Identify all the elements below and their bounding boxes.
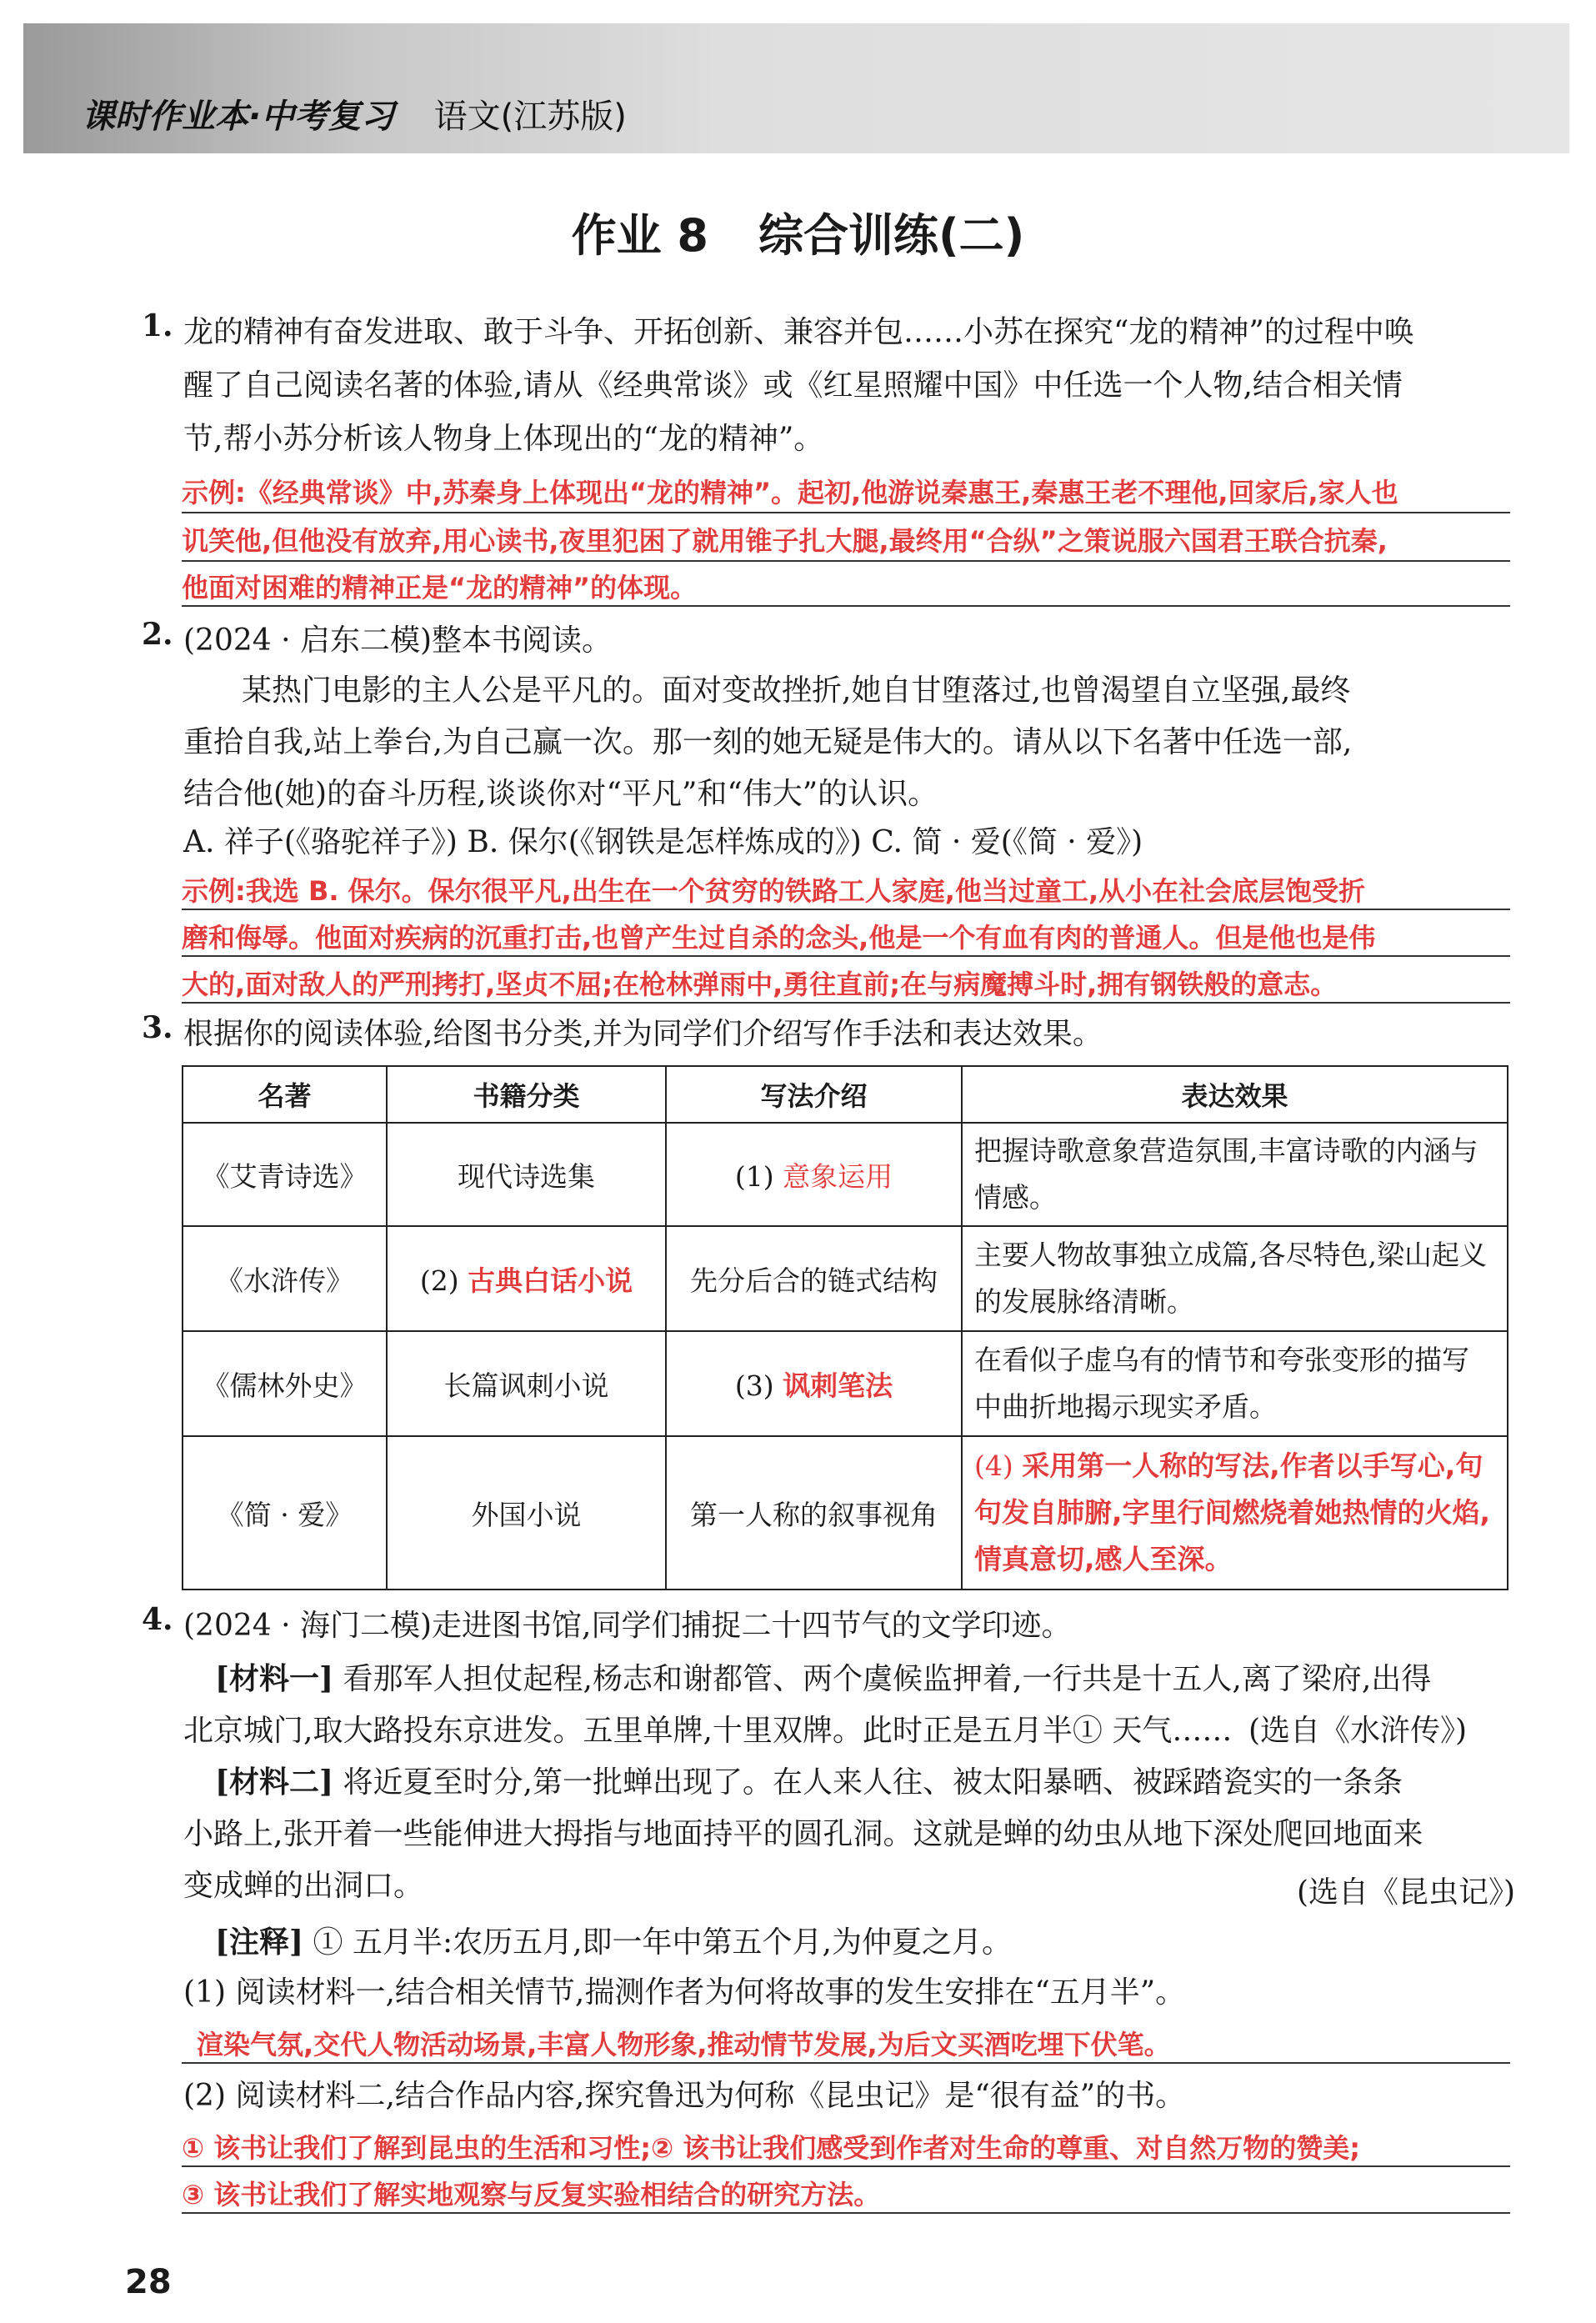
- q2-answer-line-2: 磨和侮辱。他面对疾病的沉重打击,也曾产生过自杀的念头,他是一个有血有肉的普通人。但是他也是伟: [182, 922, 1376, 954]
- page-number: 28: [125, 2263, 172, 2301]
- blank-number: (3): [734, 1369, 774, 1402]
- q2-line-1: 某热门电影的主人公是平凡的。面对变故挫折,她自甘堕落过,也曾渴望自立坚强,最终: [242, 673, 1351, 708]
- category-cell: [387, 1226, 666, 1331]
- table-header-cell: 书籍分类: [387, 1066, 666, 1123]
- table-row: [183, 1226, 1508, 1331]
- q4-answer-2-line-1: ① 该书让我们了解到昆虫的生活和习性;② 该书让我们感受到作者对生命的尊重、对自然万物的赞美;: [182, 2132, 1361, 2164]
- q4-number: 4.: [142, 1602, 173, 1637]
- q2-intro: (2024 · 启东二模)整本书阅读。: [183, 623, 613, 658]
- q4-intro: (2024 · 海门二模)走进图书馆,同学们捕捉二十四节气的文学印迹。: [183, 1609, 1072, 1643]
- blank-number: (1): [734, 1159, 774, 1193]
- method-cell: [666, 1123, 962, 1226]
- q2-answer-line-3: 大的,面对敌人的严刑拷打,坚贞不屈;在枪林弹雨中,勇往直前;在与病魔搏斗时,拥有钢铁般的意志。: [182, 969, 1338, 1000]
- title-number: 作业 8: [571, 209, 708, 262]
- effect-cell: 主要人物故事独立成篇,各尽特色,梁山起义的发展脉络清晰。: [962, 1226, 1508, 1331]
- material-2-line-1: [215, 1759, 1403, 1801]
- answer-rule: [182, 955, 1510, 957]
- answer-rule: [182, 605, 1510, 607]
- material-1-line-1: [215, 1655, 1431, 1698]
- q1-answer-line-3: 他面对困难的精神正是“龙的精神”的体现。: [182, 572, 698, 603]
- q3-number: 3.: [142, 1010, 173, 1045]
- material-1-source: (选自《水浒传》): [1248, 1714, 1468, 1748]
- table-row: [183, 1331, 1508, 1436]
- answer-fill: 古典白话小说: [468, 1264, 633, 1297]
- header-title: [82, 90, 627, 138]
- table-row: [183, 1436, 1508, 1590]
- q4-answer-1: 渲染气氛,交代人物活动场景,丰富人物形象,推动情节发展,为后文买酒吃埋下伏笔。: [197, 2029, 1171, 2060]
- answer-fill: 讽刺笔法: [783, 1369, 893, 1402]
- answer-rule: [182, 560, 1510, 562]
- table-header-row: [183, 1066, 1508, 1123]
- answer-rule: [182, 2212, 1510, 2214]
- q1-line-2: 醒了自己阅读名著的体验,请从《经典常谈》或《红星照耀中国》中任选一个人物,结合相关情: [183, 368, 1403, 403]
- method-cell: [666, 1331, 962, 1436]
- answer-rule: [182, 512, 1510, 513]
- effect-cell: [962, 1436, 1508, 1590]
- q1-answer-line-2: 讥笑他,但他没有放弃,用心读书,夜里犯困了就用锥子扎大腿,最终用“合纵”之策说服六国君王联合抗秦,: [182, 525, 1388, 557]
- q2-options: A. 祥子(《骆驼祥子》) B. 保尔(《钢铁是怎样炼成的》) C. 简 · 爱(《简 · 爱》): [183, 825, 1143, 859]
- table-header-cell: 表达效果: [962, 1066, 1508, 1123]
- note-line: [215, 1919, 1012, 1961]
- material-2-line-3: 变成蝉的出洞口。: [183, 1869, 424, 1903]
- header-series: 课时作业本·中考复习: [82, 98, 395, 136]
- blank-number: (4): [974, 1449, 1013, 1482]
- header-subject: 语文(江苏版): [433, 98, 627, 136]
- answer-rule: [182, 2062, 1510, 2064]
- effect-cell: 把握诗歌意象营造氛围,丰富诗歌的内涵与情感。: [962, 1123, 1508, 1226]
- q4-sub-2: (2) 阅读材料二,结合作品内容,探究鲁迅为何称《昆虫记》是“很有益”的书。: [183, 2079, 1186, 2113]
- book-cell: 《儒林外史》: [183, 1331, 387, 1436]
- effect-cell: 在看似子虚乌有的情节和夸张变形的描写中曲折地揭示现实矛盾。: [962, 1331, 1508, 1436]
- q2-line-2: 重拾自我,站上拳台,为自己赢一次。那一刻的她无疑是伟大的。请从以下名著中任选一部,: [183, 725, 1353, 759]
- material-1-label: [材料一]: [215, 1661, 334, 1696]
- q1-answer-line-1: 示例:《经典常谈》中,苏秦身上体现出“龙的精神”。起初,他游说秦惠王,秦惠王老不理他,回家后,家人也: [182, 477, 1398, 508]
- answer-fill: 意象运用: [783, 1159, 893, 1193]
- material-2-text: 将近夏至时分,第一批蝉出现了。在人来人往、被太阳暴晒、被踩踏瓷实的一条条: [343, 1765, 1403, 1800]
- page-title: [0, 200, 1596, 264]
- q4-sub-1: (1) 阅读材料一,结合相关情节,揣测作者为何将故事的发生安排在“五月半”。: [183, 1975, 1186, 2010]
- table-header-cell: 名著: [183, 1066, 387, 1123]
- q4-answer-2-line-2: ③ 该书让我们了解实地观察与反复实验相结合的研究方法。: [182, 2179, 881, 2210]
- book-cell: 《简 · 爱》: [183, 1436, 387, 1590]
- category-cell: 外国小说: [387, 1436, 666, 1590]
- book-cell: 《水浒传》: [183, 1226, 387, 1331]
- material-2-label: [材料二]: [215, 1765, 334, 1800]
- method-cell: 第一人称的叙事视角: [666, 1436, 962, 1590]
- note-label: [注释]: [215, 1925, 304, 1960]
- blank-number: (2): [419, 1264, 459, 1297]
- q1-number: 1.: [142, 308, 173, 343]
- answer-fill: 采用第一人称的写法,作者以手写心,句句发自肺腑,字里行间燃烧着她热情的火焰,情真意切,感人至深。: [974, 1449, 1491, 1575]
- table-row: [183, 1123, 1508, 1226]
- book-classification-table: [182, 1065, 1508, 1590]
- material-1-line-2: 北京城门,取大路投东京进发。五里单牌,十里双牌。此时正是五月半① 天气……: [183, 1714, 1233, 1748]
- method-cell: 先分后合的链式结构: [666, 1226, 962, 1331]
- q1-line-1: 龙的精神有奋发进取、敢于斗争、开拓创新、兼容并包……小苏在探究“龙的精神”的过程中唤: [183, 315, 1414, 349]
- answer-rule: [182, 2165, 1510, 2167]
- material-1-text: 看那军人担仗起程,杨志和谢都管、两个虞候监押着,一行共是十五人,离了梁府,出得: [343, 1662, 1432, 1696]
- book-cell: 《艾青诗选》: [183, 1123, 387, 1226]
- table-header-cell: 写法介绍: [666, 1066, 962, 1123]
- q3-text: 根据你的阅读体验,给图书分类,并为同学们介绍写作手法和表达效果。: [183, 1017, 1103, 1051]
- answer-rule: [182, 909, 1510, 910]
- material-2-source: (选自《昆虫记》): [1297, 1875, 1516, 1910]
- q2-number: 2.: [142, 617, 173, 652]
- q2-line-3: 结合他(她)的奋斗历程,谈谈你对“平凡”和“伟大”的认识。: [183, 777, 938, 811]
- q1-line-3: 节,帮小苏分析该人物身上体现出的“龙的精神”。: [183, 422, 824, 456]
- category-cell: 长篇讽刺小说: [387, 1331, 666, 1436]
- note-text: ① 五月半:农历五月,即一年中第五个月,为仲夏之月。: [313, 1925, 1012, 1960]
- answer-rule: [182, 1002, 1510, 1004]
- q2-answer-line-1: 示例:我选 B. 保尔。保尔很平凡,出生在一个贫穷的铁路工人家庭,他当过童工,从小在社会底层饱受折: [182, 875, 1366, 907]
- title-text: 综合训练(二): [758, 209, 1025, 262]
- category-cell: 现代诗选集: [387, 1123, 666, 1226]
- material-2-line-2: 小路上,张开着一些能伸进大拇指与地面持平的圆孔洞。这就是蝉的幼虫从地下深处爬回地面来: [183, 1817, 1423, 1851]
